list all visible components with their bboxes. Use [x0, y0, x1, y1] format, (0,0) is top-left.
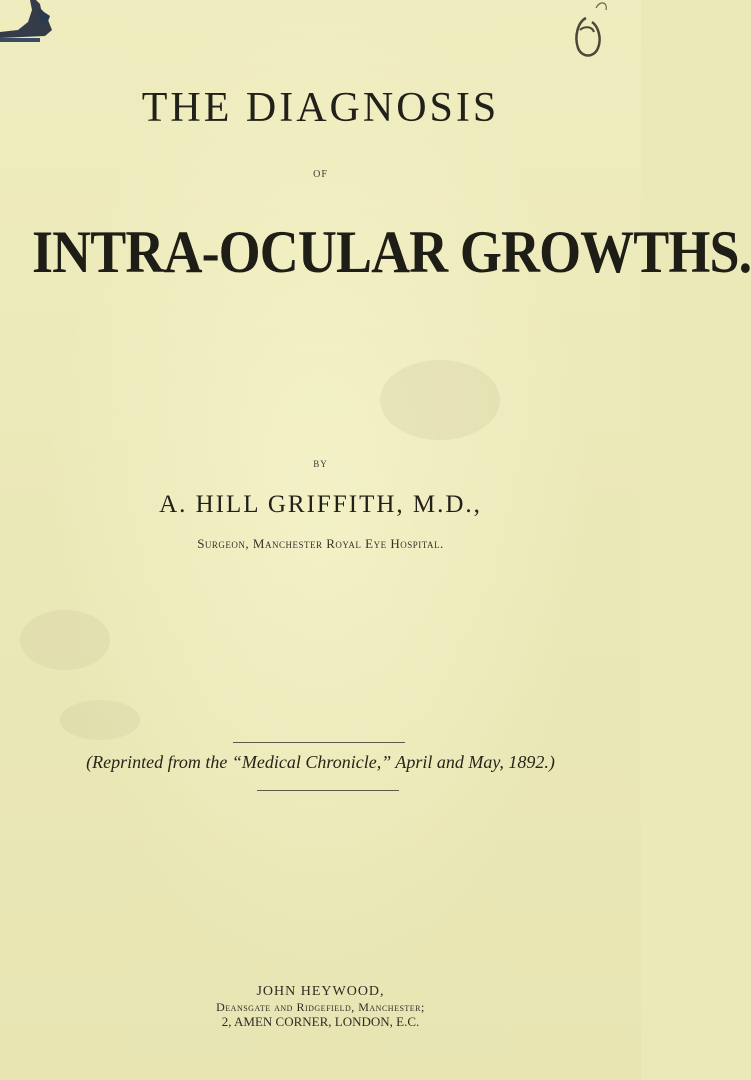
publisher-address-1: Deansgate and Ridgefield, Manchester;: [216, 1000, 425, 1014]
title-of: OF: [313, 169, 328, 180]
divider-bottom: [257, 790, 399, 791]
author-position: Surgeon, Manchester Royal Eye Hospital.: [197, 536, 444, 551]
paper-stain: [380, 360, 500, 440]
author-name: A. HILL GRIFFITH, M.D.,: [159, 491, 482, 518]
title-line-1: THE DIAGNOSIS: [141, 85, 500, 131]
publisher-address-2: 2, AMEN CORNER, LONDON, E.C.: [221, 1014, 420, 1029]
paper-stain: [20, 610, 110, 670]
stamp-mark-icon: [0, 0, 60, 50]
reprint-note: (Reprinted from the “Medical Chronicle,” April and May, 1892.): [86, 752, 555, 772]
paper-stain: [60, 700, 140, 740]
publisher-name: JOHN HEYWOOD,: [256, 984, 385, 999]
divider-top: [233, 742, 405, 743]
title-line-2: INTRA-OCULAR GROWTHS.: [32, 219, 751, 285]
shelf-mark-icon: [560, 0, 610, 65]
by-label: BY: [313, 459, 328, 469]
